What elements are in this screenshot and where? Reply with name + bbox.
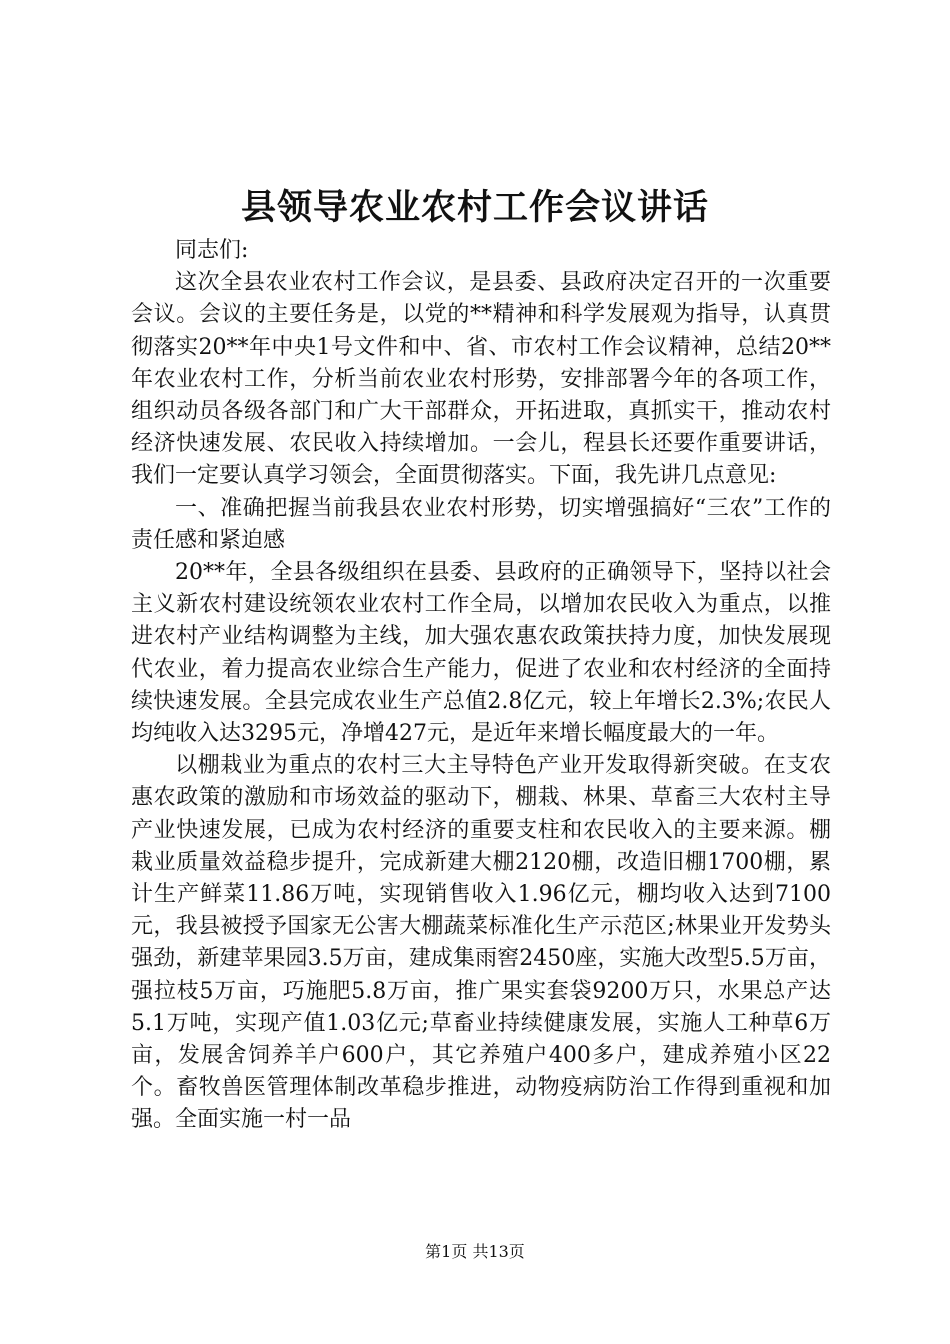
section-heading-1: 一、准确把握当前我县农业农村形势，切实增强搞好“三农”工作的责任感和紧迫感 (131, 495, 831, 553)
salutation: 同志们: (175, 238, 249, 263)
page-number-footer: 第1页 共13页 (425, 1242, 525, 1261)
paragraph-summary: 20**年，全县各级组织在县委、县政府的正确领导下，坚持以社会主义新农村建设统领农业农村工作全局，以增加农民收入为重点，以推进农村产业结构调整为主线，加大强农惠农政策扶持力度，加快发展现代农业，着力提高农业综合生产能力，促进了农业和农村经济的全面持续快速发展。全县完成农业生产总值2.8亿元，较上年增长2.3%;农民人均纯收入达3295元，净增427元，是近年来增长幅度最大的一年。 (131, 560, 831, 747)
paragraph-industries: 以棚栽业为重点的农村三大主导特色产业开发取得新突破。在支农惠农政策的激励和市场效益的驱动下，棚栽、林果、草畜三大农村主导产业快速发展，已成为农村经济的重要支柱和农民收入的主要来源。棚栽业质量效益稳步提升，完成新建大棚2120棚，改造旧棚1700棚，累计生产鲜菜11.86万吨，实现销售收入1.96亿元，棚均收入达到7100元，我县被授予国家无公害大棚蔬菜标准化生产示范区;林果业开发势头强劲，新建苹果园3.5万亩，建成集雨窖2450座，实施大改型5.5万亩，强拉枝5万亩，巧施肥5.8万亩，推广果实套袋9200万只，水果总产达5.1万吨，实现产值1.03亿元;草畜业持续健康发展，实施人工种草6万亩，发展舍饲养羊户600户，其它养殖户400多户，建成养殖小区22个。畜牧兽医管理体制改革稳步推进，动物疫病防治工作得到重视和加强。全面实施一村一品 (131, 753, 831, 1133)
document-title: 县领导农业农村工作会议讲话 (240, 187, 709, 228)
document-body (131, 235, 831, 1137)
paragraph-intro: 这次全县农业农村工作会议，是县委、县政府决定召开的一次重要会议。会议的主要任务是，以党的**精神和科学发展观为指导，认真贯彻落实20**年中央1号文件和中、省、市农村工作会议精神，总结20**年农业农村工作，分析当前农业农村形势，安排部署今年的各项工作，组织动员各级各部门和广大干部群众，开拓进取，真抓实干，推动农村经济快速发展、农民收入持续增加。一会儿，程县长还要作重要讲话，我们一定要认真学习领会，全面贯彻落实。下面，我先讲几点意见: (131, 270, 831, 489)
